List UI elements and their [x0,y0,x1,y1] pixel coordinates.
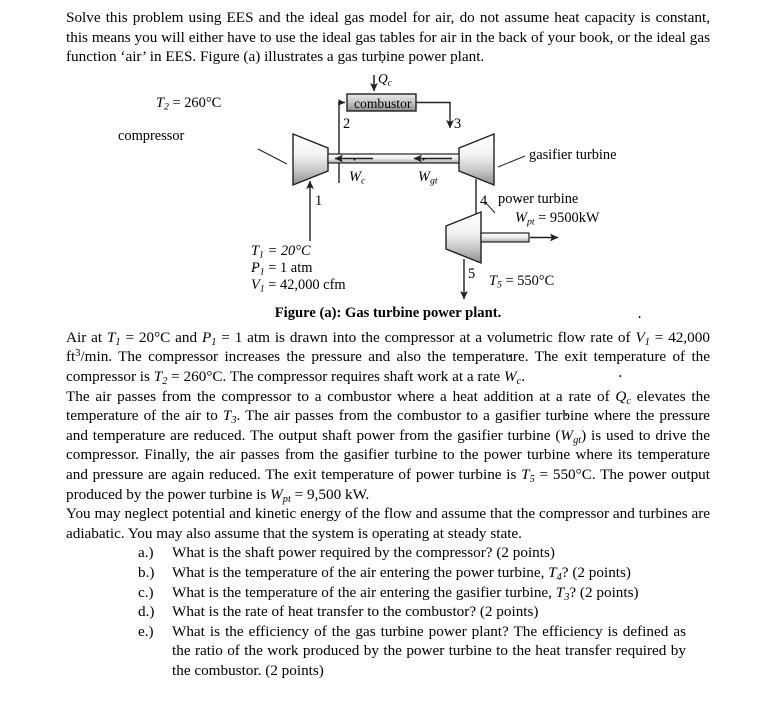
question-marker: d.) [138,603,155,621]
question-list [66,543,710,680]
question-text: What is the temperature of the air entering the gasifier turbine, [172,583,556,601]
question-item-d [138,602,686,622]
state-3-label: 3 [454,115,462,132]
power-turbine-label: power turbine [498,190,579,207]
compressor-work-label: ˙ $W_c$ [349,170,365,184]
question-item-e [138,622,686,681]
t2-label: $T_2 = 260^\circ C$ [156,94,222,113]
question-text: What is the rate of heat transfer to the combustor? (2 points) [172,603,539,621]
figure-gas-turbine-power-plant [66,71,710,303]
heat-input-label: ˙ $Q_c$ [378,72,392,85]
gasifier-turbine-shape [459,134,494,185]
gasifier-turbine-label: gasifier turbine [529,146,617,163]
inlet-flowrate-label: ˙ $V_1 = 42,000$ cfm [251,278,346,292]
state-1-label: 1 [315,192,323,209]
outlet-temperature-label: $T_5 = 550^\circ C$ [489,272,555,291]
power-turbine-shape [446,212,481,263]
gasifier-work-label: ˙ $W_{gt}$ [418,170,438,184]
state-2-label: 2 [343,115,351,132]
question-item-a [138,543,686,563]
compressor-label: compressor [118,127,185,144]
stream-3-line [416,102,450,128]
compressor-shape [293,134,328,185]
power-turbine-work-label: ˙ $W_{pt} = 9500kW$ [515,211,600,225]
question-item-b: b.) What is the temperature of the air entering the power turbine, $T_4$? (2 points) [138,563,631,583]
question-marker: a.) [138,544,154,562]
figure-caption: Figure (a): Gas turbine power plant. [274,304,502,321]
question-text: What is the efficiency of the gas turbine power plant? The efficiency is defined as the ratio of the work produced by the power turbine to the heat transfer required by the combustor. (2 points) [172,622,686,679]
shaft-compressor-gasifier [328,154,459,163]
state-5-label: 5 [468,265,476,282]
problem-paragraph-2: The air passes from the compressor to a combustor where a heat addition at a rate of ˙ $Q_c$ elevates the temperature of the air to $T_3$. The air passes from the combustor to a gasifier turbine where the pressure and temperature are reduced. The output shaft power from the gasifier turbine (˙ $W_{gt}$) is used to drive the compressor. Finally, the air passes from the gasifier turbine to the power turbine where its temperature and pressure are again reduced. The exit temperature of power turbine is $T_5 = 550^\circ C$. The power output produced by the power turbine is ˙ $W_{pt} = 9,500$ kW. [66,387,710,505]
combustor-label: combustor [354,95,412,111]
stream-2-line [338,102,345,183]
question-text: What is the temperature of the air entering the power turbine, [172,563,549,581]
question-marker: e.) [138,622,154,640]
question-marker: c.) [138,583,154,601]
state-4-label: 4 [480,192,488,209]
intro-paragraph: Solve this problem using EES and the ideal gas model for air, do not assume heat capacity is constant, this means you will either have to use the ideal gas tables for air in the back of your book, or the ideal gas function ‘air’ in EES. Figure (a) illustrates a gas turbine power plant. [66,9,710,66]
problem-paragraph-3: You may neglect potential and kinetic energy of the flow and assume that the compressor and turbines are adiabatic. You may also assume that the system is operating at steady state. [66,505,710,542]
power-turbine-output-shaft [481,233,558,242]
question-marker: b.) [138,563,155,581]
problem-paragraph-1: Air at $T_1 = 20^\circ C$ and $P_1 = 1$ atm is drawn into the compressor at a volumetric flow rate of ˙ $V_1 = 42,000$ $ft^3/\min$. The compressor increases the pressure and also the temperature. The exit temperature of the compressor is $T_2 = 260^\circ C$. The compressor requires shaft work at a rate ˙ $W_c$. [66,328,710,387]
question-item-c: c.) What is the temperature of the air entering the gasifier turbine, $T_3$? (2 points) [138,583,639,603]
inlet-pressure-label: $P_1 = 1$ atm [251,259,313,278]
question-text: What is the shaft power required by the compressor? (2 points) [172,544,555,562]
inlet-temperature-label: $T_1 = 20^\circ C$ [251,242,311,261]
